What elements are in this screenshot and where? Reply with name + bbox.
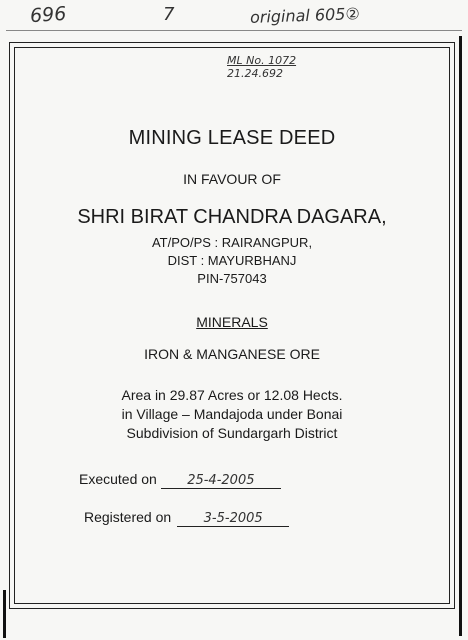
lessee-name: SHRI BIRAT CHANDRA DAGARA, xyxy=(77,206,387,228)
registered-date: 3-5-2005 xyxy=(177,511,289,527)
stamp-reference: 21.24.692 xyxy=(227,67,283,80)
address-line-1: AT/PO/PS : RAIRANGPUR, xyxy=(151,235,313,250)
minerals-heading: MINERALS xyxy=(196,314,268,330)
area-line-2: in Village – Mandajoda under Bonai xyxy=(121,406,343,422)
executed-on-row xyxy=(79,471,281,489)
registered-on-label: Registered on xyxy=(84,509,172,525)
area-line-1: Area in 29.87 Acres or 12.08 Hects. xyxy=(121,387,343,403)
lease-number-stamp xyxy=(227,54,317,80)
address-pin: PIN-757043 xyxy=(197,271,267,286)
document-title: MINING LEASE DEED xyxy=(128,127,336,149)
executed-date: 25-4-2005 xyxy=(161,473,281,489)
scan-edge-bar-left xyxy=(3,590,6,638)
handwritten-original-note: original 605② xyxy=(249,4,361,27)
area-line-3: Subdivision of Sundargarh District xyxy=(126,425,338,441)
scan-edge-bar-right xyxy=(459,36,462,636)
registered-on-row xyxy=(84,509,289,527)
handwritten-page-number: 696 xyxy=(29,2,67,28)
address-line-2: DIST : MAYURBHANJ xyxy=(167,253,297,268)
stamp-lease-number: ML No. 1072 xyxy=(227,54,297,67)
scan-top-rule xyxy=(6,30,462,31)
in-favour-label: IN FAVOUR OF xyxy=(183,171,281,187)
minerals-list: IRON & MANGANESE ORE xyxy=(144,346,320,362)
executed-on-label: Executed on xyxy=(79,471,157,487)
handwritten-mark: 7 xyxy=(163,4,175,25)
